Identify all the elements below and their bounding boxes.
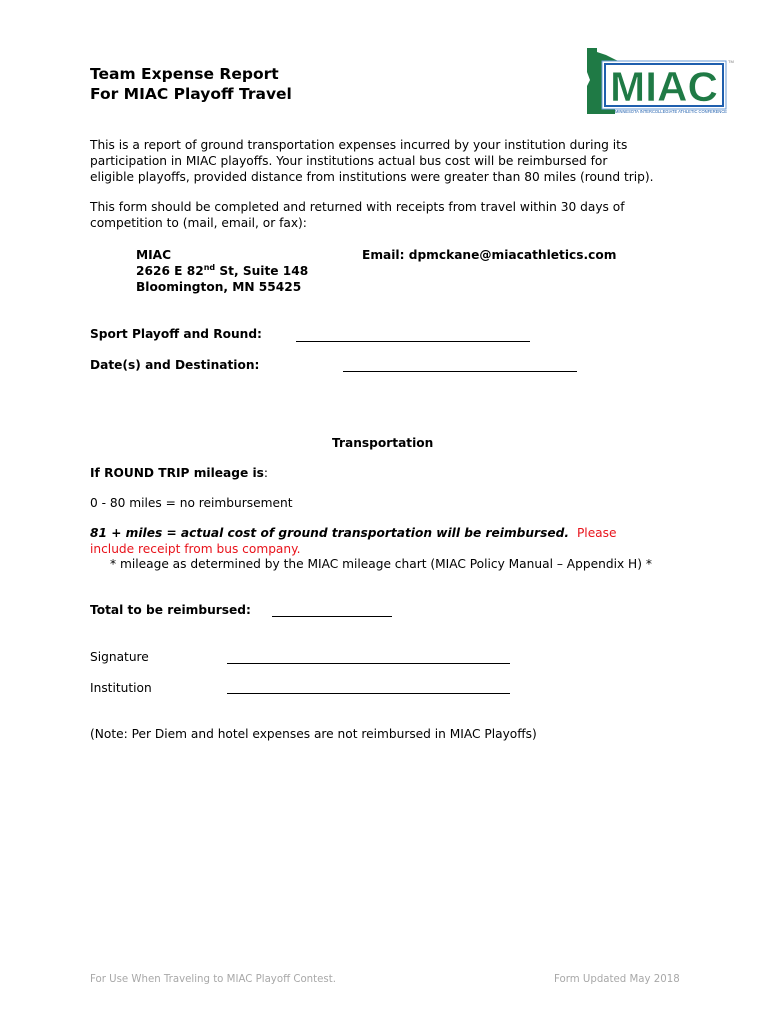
mileage-label (90, 465, 268, 481)
total-reimbursed-label: Total to be reimbursed: (90, 603, 251, 617)
logo-text: MIAC (610, 63, 718, 110)
page-title-line-1: Team Expense Report (90, 65, 279, 83)
page-title-line-2: For MIAC Playoff Travel (90, 85, 292, 103)
address-street-number: 2626 E 82 (136, 264, 204, 278)
footer-right: Form Updated May 2018 (554, 974, 680, 985)
mileage-label-colon: : (263, 466, 269, 480)
rule-reimbursed: 81 + miles = actual cost of ground transportation will be reimbursed. (90, 526, 569, 540)
per-diem-note: (Note: Per Diem and hotel expenses are not reimbursed in MIAC Playoffs) (90, 727, 537, 741)
institution-input-line[interactable] (227, 693, 510, 694)
address-city: Bloomington, MN 55425 (136, 280, 302, 294)
total-reimbursed-input-line[interactable] (272, 616, 392, 617)
logo-tagline: MINNESOTA INTERCOLLEGIATE ATHLETIC CONFERENCE (615, 109, 727, 114)
return-instructions-line-1: This form should be completed and returned with receipts from travel within 30 days of (90, 200, 625, 214)
logo-trademark: TM (728, 59, 734, 64)
intro-line-2: participation in MIAC playoffs. Your institutions actual bus cost will be reimbursed for (90, 154, 608, 168)
intro-line-1: This is a report of ground transportation expenses incurred by your institution during its (90, 138, 628, 152)
address-street-rest: St, Suite 148 (215, 264, 309, 278)
transportation-heading: Transportation (332, 436, 434, 450)
footer-left: For Use When Traveling to MIAC Playoff Contest. (90, 974, 336, 985)
rule-no-reimbursement: 0 - 80 miles = no reimbursement (90, 496, 293, 510)
receipt-note-part-2: include receipt from bus company. (90, 542, 301, 556)
intro-line-3: eligible playoffs, provided distance from institutions were greater than 80 miles (round trip). (90, 170, 654, 184)
contact-email[interactable]: Email: dpmckane@miacathletics.com (362, 248, 617, 262)
return-instructions-line-2: competition to (mail, email, or fax): (90, 216, 307, 230)
address-street (136, 263, 308, 279)
miac-logo (584, 46, 740, 116)
address-street-sup: nd (203, 262, 216, 272)
sport-playoff-input-line[interactable] (296, 341, 530, 342)
dates-destination-label: Date(s) and Destination: (90, 358, 260, 372)
receipt-note-part-1: Please (576, 526, 617, 540)
institution-label: Institution (90, 681, 152, 695)
signature-label: Signature (90, 650, 149, 664)
sport-playoff-label: Sport Playoff and Round: (90, 327, 262, 341)
rule-reimbursed-line (90, 525, 617, 541)
mileage-chart-note: * mileage as determined by the MIAC mileage chart (MIAC Policy Manual – Appendix H) * (110, 557, 652, 571)
mileage-label-text: If ROUND TRIP mileage is (90, 466, 264, 480)
dates-destination-input-line[interactable] (343, 371, 577, 372)
signature-input-line[interactable] (227, 663, 510, 664)
address-name: MIAC (136, 248, 172, 262)
